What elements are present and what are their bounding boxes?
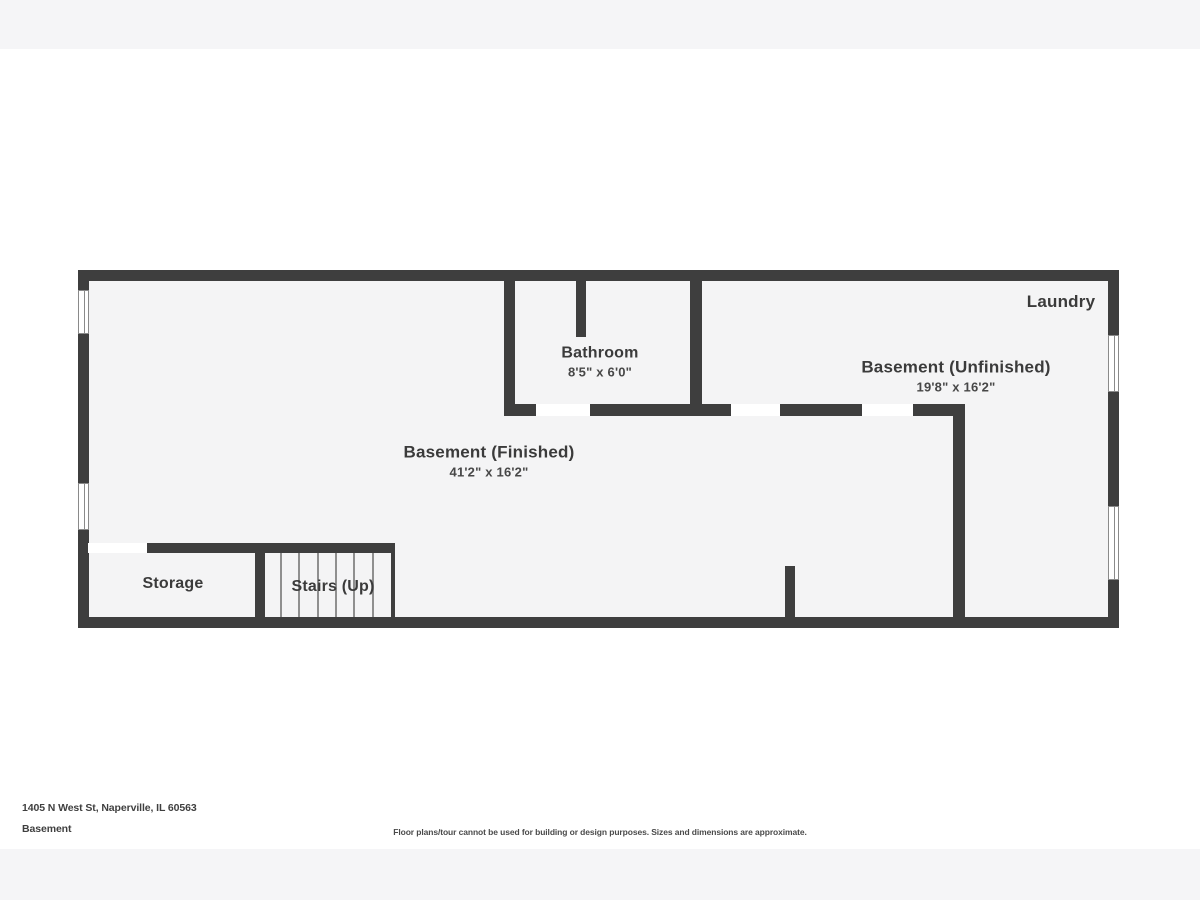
stair-tread xyxy=(280,553,282,617)
door-opening-unfinished-2 xyxy=(862,404,913,416)
bottom-band xyxy=(0,849,1200,900)
door-opening-bathroom xyxy=(536,404,590,416)
footer-disclaimer: Floor plans/tour cannot be used for building or design purposes. Sizes and dimensions are approximate. xyxy=(393,827,807,837)
room-name: Basement (Finished) xyxy=(403,442,575,462)
wall-outer-top xyxy=(78,270,1119,281)
window-left-lower xyxy=(78,483,89,530)
room-name: Storage xyxy=(142,575,204,592)
room-label-bathroom xyxy=(561,345,638,380)
room-label-basement-unfinished xyxy=(861,358,1050,395)
footer-floor-label: Basement xyxy=(22,823,72,835)
window-right-upper xyxy=(1108,335,1119,392)
wall-unfinished-left xyxy=(953,404,965,628)
wall-bathroom-right xyxy=(690,281,702,416)
room-label-basement-finished xyxy=(404,443,575,480)
wall-stairs-right xyxy=(391,543,395,628)
wall-bathroom-left xyxy=(504,281,515,416)
door-opening-unfinished-1 xyxy=(731,404,780,416)
room-dimensions: 8'5" x 6'0" xyxy=(567,364,633,380)
room-label-laundry xyxy=(1027,292,1095,312)
room-name: Bathroom xyxy=(561,344,639,362)
room-label-stairs xyxy=(291,578,374,596)
room-name: Stairs (Up) xyxy=(291,578,375,595)
window-left-upper xyxy=(78,290,89,334)
room-name: Laundry xyxy=(1026,292,1096,311)
room-dimensions: 19'8" x 16'2" xyxy=(916,379,996,395)
room-dimensions: 41'2" x 16'2" xyxy=(449,464,529,480)
wall-storage-stairs-divider xyxy=(255,543,265,628)
room-name: Basement (Unfinished) xyxy=(861,357,1051,377)
door-opening-storage xyxy=(88,543,147,553)
window-right-lower xyxy=(1108,506,1119,580)
wall-bathroom-stub xyxy=(576,281,586,337)
footer-address: 1405 N West St, Naperville, IL 60563 xyxy=(22,802,197,814)
floor-plan xyxy=(78,270,1119,628)
wall-bottom-stub xyxy=(785,566,795,628)
top-band xyxy=(0,0,1200,49)
room-label-storage xyxy=(143,575,204,593)
